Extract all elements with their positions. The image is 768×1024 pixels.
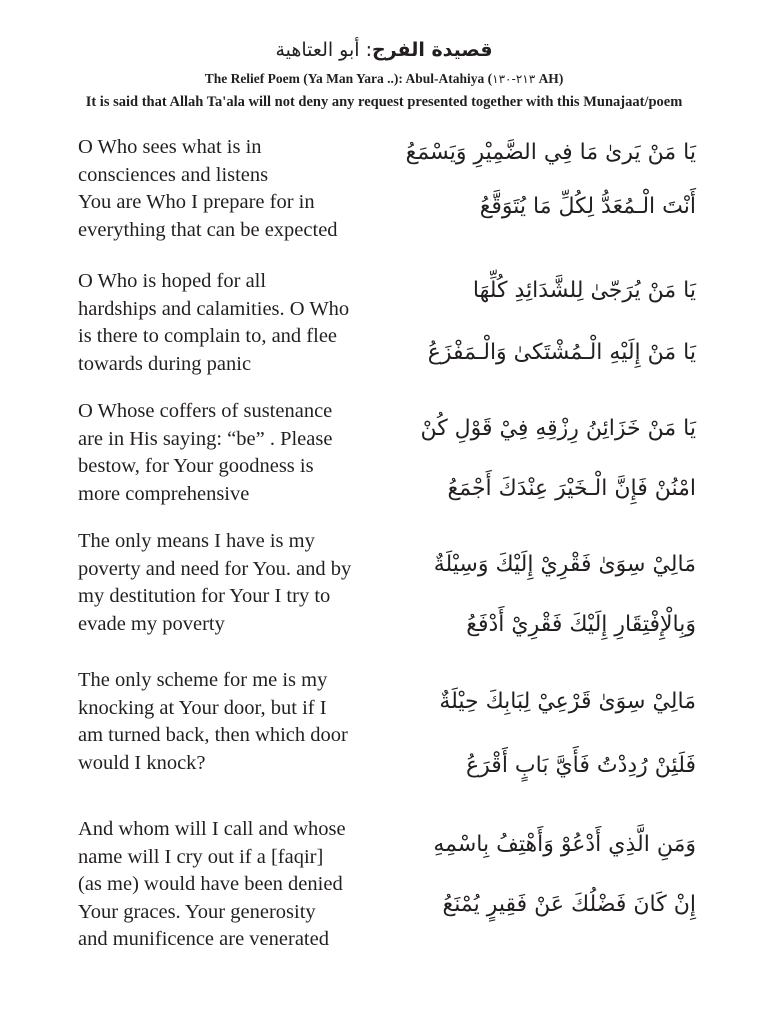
- arabic-line-1: يَا مَنْ خَزَائِنُ رِزْقِهِ فِيْ قَوْلِ كُنْ: [420, 416, 696, 441]
- arabic-line-2: يَا مَنْ إِلَيْهِ الْـمُشْتَكىٰ وَالْـمَفْزَعُ: [427, 340, 696, 365]
- translation-line: bestow, for Your goodness is: [78, 455, 314, 477]
- verse-translation: [78, 134, 378, 244]
- translation-line: towards during panic: [78, 352, 252, 375]
- translation-line: poverty and need for You. and by: [78, 557, 352, 580]
- arabic-line-1: يَا مَنْ يَرىٰ مَا فِي الضَّمِيْرِ وَيَسْمَعُ: [405, 140, 696, 165]
- arabic-line-1: مَالِيْ سِوَىٰ قَرْعِيْ لِبَابِكَ حِيْلَةٌ: [439, 689, 696, 714]
- translation-line: is there to complain to, and flee: [78, 325, 338, 347]
- translation-line: You are Who I prepare for in: [78, 191, 315, 213]
- subtitle: [0, 70, 768, 88]
- arabic-line-2: إِنْ كَانَ فَضْلُكَ عَنْ فَقِيرٍ يُمْنَعُ: [442, 892, 696, 917]
- translation-line: (as me) would have been denied: [78, 873, 343, 895]
- translation-line: my destitution for Your I try to: [78, 585, 331, 607]
- translation-line: The only means I have is my: [78, 530, 315, 552]
- arabic-line-2: وَبِالْإِفْتِقَارِ إِلَيْكَ فَقْرِيْ أَدْفَعُ: [466, 612, 696, 637]
- arabic-line-2: فَلَئِنْ رُدِدْتُ فَأَيَّ بَابٍ أَقْرَعُ: [466, 753, 696, 778]
- translation-line: The only scheme for me is my: [78, 669, 328, 691]
- translation-line: O Whose coffers of sustenance: [78, 400, 333, 422]
- verse-translation: [78, 816, 378, 954]
- title-arabic: قصيدة الفرج: [372, 39, 493, 61]
- verse-translation: [78, 398, 378, 508]
- translation-line: are in His saying: “be” . Please: [78, 427, 333, 450]
- translation-line: consciences and listens: [78, 163, 269, 186]
- arabic-line-1: يَا مَنْ يُرَجّىٰ لِلشَّدَائِدِ كُلِّهَا: [472, 278, 696, 303]
- title-author-arabic: : أبو العتاهية: [275, 39, 372, 61]
- translation-line: Your graces. Your generosity: [78, 900, 316, 923]
- translation-line: more comprehensive: [78, 482, 250, 505]
- subtitle-text: The Relief Poem (Ya Man Yara ..): Abul-Atahiya (: [204, 71, 493, 86]
- arabic-line-1: وَمَنِ الَّذِي أَدْعُوْ وَأَهْتِفُ بِاسْمِهِ: [433, 832, 696, 857]
- arabic-line-2: أَنْتَ الْـمُعَدُّ لِكُلِّ مَا يُتَوَقَّعُ: [479, 194, 696, 219]
- translation-line: would I knock?: [78, 751, 206, 774]
- translation-line: name will I cry out if a [faqir]: [78, 845, 324, 868]
- intro-note: It is said that Allah Ta'ala will not deny any request presented together with this Munajaat/poem: [85, 94, 683, 110]
- arabic-line-1: مَالِيْ سِوَىٰ فَقْرِيْ إِلَيْكَ وَسِيْلَةٌ: [433, 552, 696, 577]
- translation-line: O Who is hoped for all: [78, 270, 267, 292]
- translation-line: am turned back, then which door: [78, 724, 348, 746]
- arabic-line-2: امْنُنْ فَإِنَّ الْـخَيْرَ عِنْدَكَ أَجْمَعُ: [447, 476, 696, 501]
- translation-line: O Who sees what is in: [78, 136, 262, 158]
- translation-line: knocking at Your door, but if I: [78, 696, 327, 719]
- translation-line: And whom will I call and whose: [78, 818, 346, 840]
- subtitle-years: ٢١٣-١٣٠: [492, 72, 536, 86]
- translation-line: and munificence are venerated: [78, 928, 329, 950]
- subtitle-end: AH): [535, 71, 564, 86]
- page-title: [0, 36, 768, 64]
- verse-translation: [78, 667, 378, 777]
- translation-line: everything that can be expected: [78, 218, 338, 241]
- translation-line: hardships and calamities. O Who: [78, 297, 350, 320]
- verse-translation: [78, 528, 378, 638]
- translation-line: evade my poverty: [78, 612, 225, 635]
- verse-translation: [78, 268, 378, 378]
- header: [0, 36, 768, 111]
